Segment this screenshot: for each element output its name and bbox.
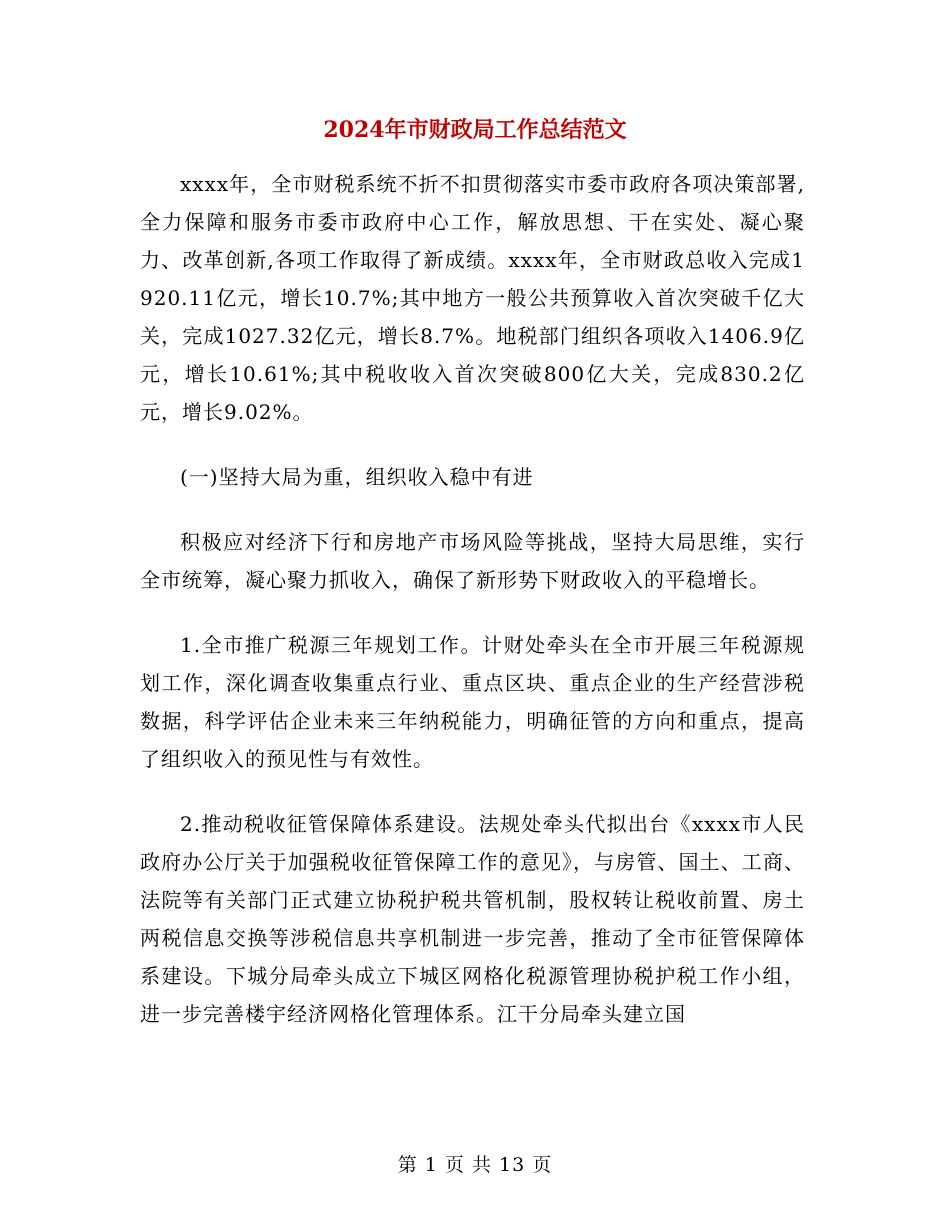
document-body [140,165,805,1060]
paragraph-item-2: 2.推动税收征管保障体系建设。法规处牵头代拟出台《xxxx市人民政府办公厅关于加强税收征管保障工作的意见》，与房管、国土、工商、法院等有关部门正式建立协税护税共管机制，股权转让税收前置、房土两税信息交换等涉税信息共享机制进一步完善，推动了全市征管保障体系建设。下城分局牵头成立下城区网格化税源管理协税护税工作小组，进一步完善楼宇经济网格化管理体系。江干分局牵头建立国 [140,812,805,1026]
paragraph-item-1: 1.全市推广税源三年规划工作。计财处牵头在全市开展三年税源规划工作，深化调查收集重点行业、重点区块、重点企业的生产经营涉税数据，科学评估企业未来三年纳税能力，明确征管的方向和重点，提高了组织收入的预见性与有效性。 [140,633,805,771]
page-number: 第 1 页 共 13 页 [397,1154,553,1176]
paragraph-intro: xxxx年，全市财税系统不折不扣贯彻落实市委市政府各项决策部署,全力保障和服务市委市政府中心工作，解放思想、干在实处、凝心聚力、改革创新,各项工作取得了新成绩。xxxx年，全市财政总收入完成1920.11亿元，增长10.7%;其中地方一般公共预算收入首次突破千亿大关，完成1027.32亿元，增长8.7%。地税部门组织各项收入1406.9亿元，增长10.61%;其中税收收入首次突破800亿大关，完成830.2亿元，增长9.02%。 [140,172,805,424]
section-heading-1: (一)坚持大局为重，组织收入稳中有进 [180,465,534,489]
document-title: 2024年市财政局工作总结范文 [323,117,627,143]
paragraph-section-1: 积极应对经济下行和房地产市场风险等挑战，坚持大局思维，实行全市统筹，凝心聚力抓收入，确保了新形势下财政收入的平稳增长。 [140,530,805,592]
page-footer [0,1150,950,1180]
